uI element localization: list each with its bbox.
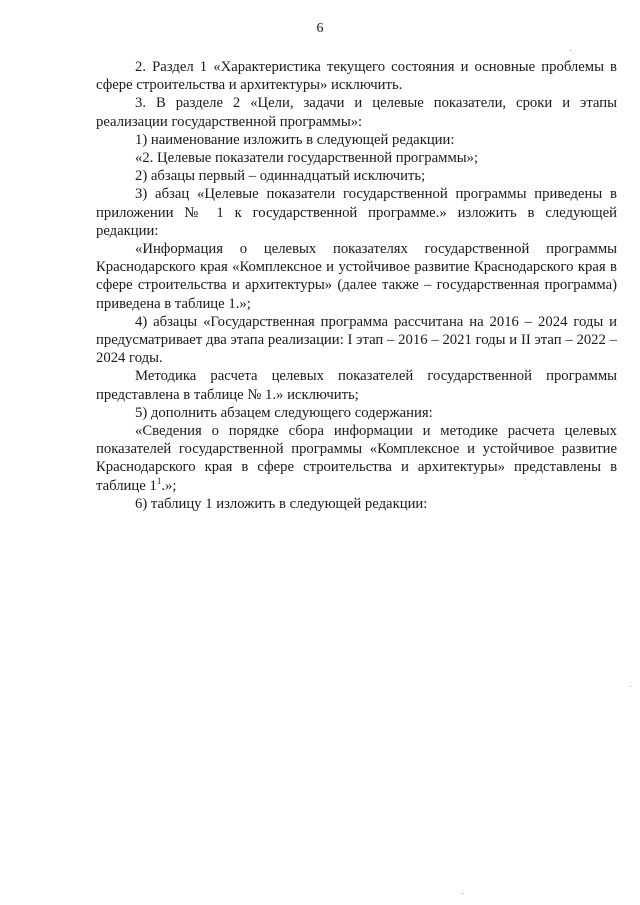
paragraph-item-3: 3) абзац «Целевые показатели государственной программы приведены в приложении № 1 к государственной программе.» изложить в следующей редакции:	[96, 186, 617, 239]
document-body	[96, 58, 617, 513]
footnote-superscript: 1	[156, 475, 162, 486]
paragraph-item-4: 4) абзацы «Государственная программа рассчитана на 2016 – 2024 годы и предусматривает два этапа реализации: I этап – 2016 – 2021 годы и II этап – 2022 – 2024 годы.	[96, 313, 617, 367]
paragraph-item-2: 2) абзацы первый – одиннадцатый исключить;	[135, 168, 426, 185]
scan-speck	[570, 50, 571, 51]
paragraph-item-5: 5) дополнить абзацем следующего содержания:	[135, 404, 433, 421]
page-number: 6	[316, 21, 324, 36]
quote-ending: .»;	[161, 477, 177, 494]
paragraph-section-1: 2. Раздел 1 «Характеристика текущего состояния и основные проблемы в сфере строительства и архитектуры» исключить.	[96, 59, 617, 94]
quote-text: «Сведения о порядке сбора информации и методике расчета целевых показателей государственной программы «Комплексное и устойчивое развитие Краснодарского края в сфере строительства и архитектуры» представлены в таблице 1	[96, 423, 617, 494]
scan-speck	[462, 893, 463, 894]
paragraph-quote-information: «Информация о целевых показателях государственной программы Краснодарского края «Комплексное и устойчивое развитие Краснодарского края в сфере строительства и архитектуры» (далее также – государственная программа) приведена в таблице 1.»;	[96, 241, 617, 312]
paragraph-section-2: 3. В разделе 2 «Цели, задачи и целевые показатели, сроки и этапы реализации государственной программы»:	[96, 95, 617, 130]
paragraph-quote-collection	[96, 422, 617, 495]
paragraph-new-title: «2. Целевые показатели государственной программы»;	[135, 150, 479, 167]
scan-speck	[630, 686, 631, 687]
paragraph-item-1: 1) наименование изложить в следующей редакции:	[135, 131, 455, 148]
paragraph-methodology: Методика расчета целевых показателей государственной программы представлена в таблице № 1.» исключить;	[96, 368, 617, 403]
paragraph-item-6: 6) таблицу 1 изложить в следующей редакции:	[135, 495, 428, 512]
